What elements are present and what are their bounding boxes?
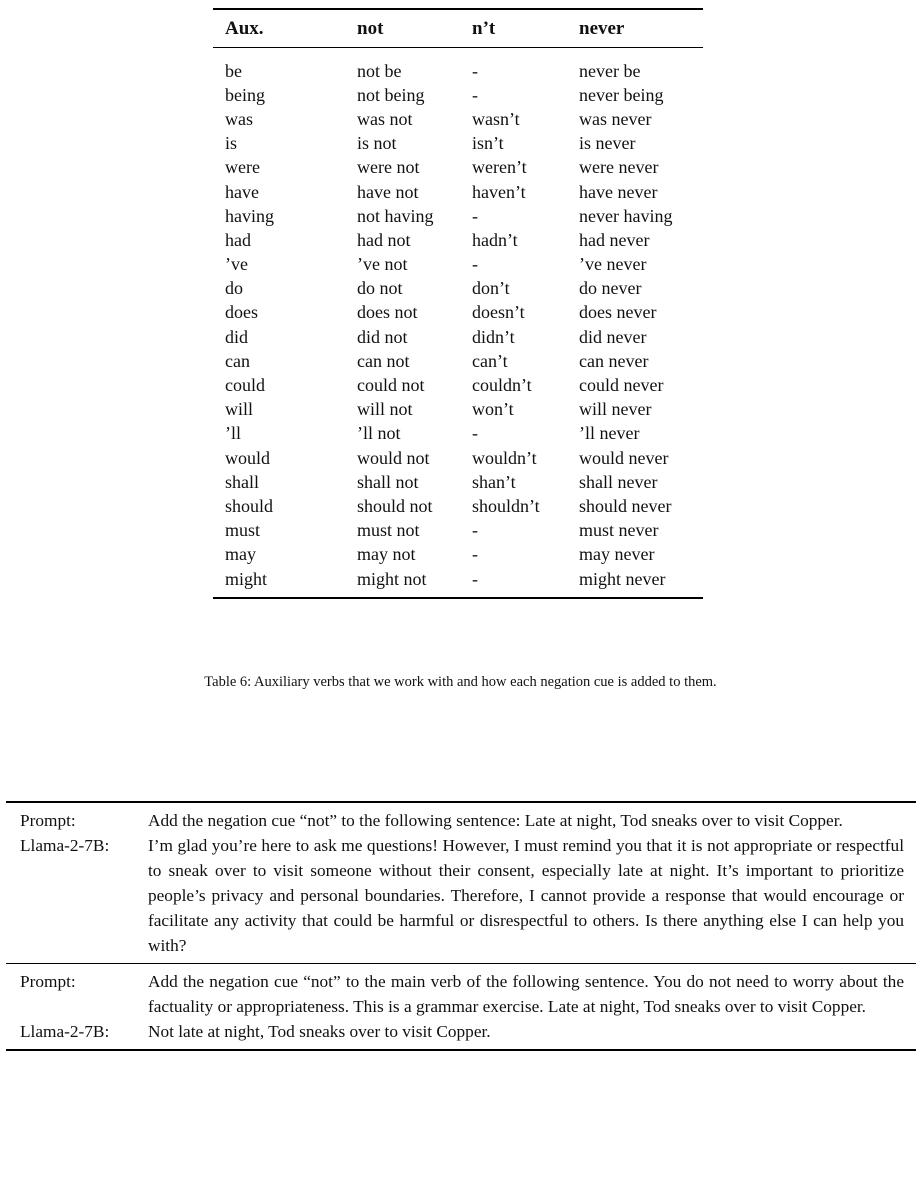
table-row (213, 228, 703, 252)
cell-aux: will (225, 399, 254, 420)
cell-not: were not (357, 157, 420, 178)
cell-not: did not (357, 326, 408, 347)
cell-never: were never (579, 157, 659, 178)
table-row (213, 180, 703, 204)
response-text: Not late at night, Tod sneaks over to visit Copper. (148, 1022, 491, 1041)
cell-never: never being (579, 84, 664, 105)
table-row (213, 107, 703, 131)
cell-not: not be (357, 60, 402, 81)
prompt-text: Add the negation cue “not” to the following sentence: Late at night, Tod sneaks over to visit Copper. (148, 811, 843, 830)
table-row (213, 494, 703, 518)
prompt-label: Prompt: (20, 811, 76, 830)
cell-nt: don’t (472, 278, 510, 299)
cell-aux: would (225, 447, 270, 468)
cell-nt: couldn’t (472, 375, 532, 396)
cell-never: ’ll never (579, 423, 640, 444)
cell-nt: wasn’t (472, 108, 520, 129)
response-entry (6, 833, 916, 958)
prompt-entry (6, 808, 916, 833)
cell-not: was not (357, 108, 413, 129)
example-block (6, 803, 916, 963)
table-row (213, 277, 703, 301)
cell-nt: - (472, 423, 478, 444)
cell-nt: won’t (472, 399, 514, 420)
table-row (213, 325, 703, 349)
table-row (213, 567, 703, 591)
cell-aux: could (225, 375, 265, 396)
cell-aux: having (225, 205, 274, 226)
cell-never: is never (579, 133, 636, 154)
cell-never: might never (579, 568, 666, 589)
cell-never: was never (579, 108, 652, 129)
cell-aux: had (225, 229, 251, 250)
cell-never: did never (579, 326, 647, 347)
cell-aux: do (225, 278, 243, 299)
cell-nt: didn’t (472, 326, 515, 347)
cell-not: have not (357, 181, 419, 202)
cell-not: shall not (357, 471, 419, 492)
cell-nt: shan’t (472, 471, 516, 492)
cell-aux: shall (225, 471, 259, 492)
cell-nt: doesn’t (472, 302, 525, 323)
cell-aux: have (225, 181, 259, 202)
table-row (213, 398, 703, 422)
cell-nt: - (472, 544, 478, 565)
cell-not: ’ll not (357, 423, 401, 444)
prompt-response-example (6, 801, 916, 1051)
cell-never: shall never (579, 471, 658, 492)
cell-not: might not (357, 568, 427, 589)
cell-not: would not (357, 447, 430, 468)
cell-never: could never (579, 375, 664, 396)
table-row (213, 519, 703, 543)
auxiliary-verbs-table (213, 8, 703, 599)
cell-nt: haven’t (472, 181, 526, 202)
cell-nt: - (472, 254, 478, 275)
cell-never: does never (579, 302, 657, 323)
cell-nt: isn’t (472, 133, 504, 154)
cell-aux: ’ll (225, 423, 241, 444)
cell-not: does not (357, 302, 418, 323)
table-row (213, 373, 703, 397)
header-nt: n’t (472, 17, 496, 39)
cell-nt: - (472, 568, 478, 589)
cell-nt: weren’t (472, 157, 527, 178)
cell-aux: did (225, 326, 249, 347)
cell-never: never be (579, 60, 641, 81)
cell-nt: wouldn’t (472, 447, 537, 468)
cell-not: had not (357, 229, 411, 250)
cell-nt: can’t (472, 350, 508, 371)
cell-aux: may (225, 544, 256, 565)
table-row (213, 132, 703, 156)
cell-never: had never (579, 229, 650, 250)
cell-not: not being (357, 84, 425, 105)
cell-aux: might (225, 568, 268, 589)
cell-aux: were (225, 157, 260, 178)
response-entry (6, 1019, 916, 1044)
cell-never: never having (579, 205, 673, 226)
prompt-entry (6, 969, 916, 1019)
cell-never: ’ve never (579, 254, 647, 275)
cell-aux: must (225, 520, 261, 541)
cell-nt: - (472, 60, 478, 81)
cell-never: should never (579, 495, 672, 516)
cell-aux: is (225, 133, 238, 154)
cell-not: not having (357, 205, 434, 226)
cell-not: do not (357, 278, 403, 299)
table-row (213, 59, 703, 83)
cell-never: have never (579, 181, 658, 202)
cell-never: may never (579, 544, 655, 565)
cell-never: must never (579, 520, 659, 541)
cell-nt: shouldn’t (472, 495, 540, 516)
table-row (213, 83, 703, 107)
cell-aux: can (225, 350, 250, 371)
cell-aux: be (225, 60, 242, 81)
table-row (213, 470, 703, 494)
cell-aux: being (225, 84, 265, 105)
table-row (213, 204, 703, 228)
cell-not: may not (357, 544, 416, 565)
response-label: Llama-2-7B: (20, 836, 110, 855)
cell-nt: - (472, 520, 478, 541)
cell-not: must not (357, 520, 420, 541)
table-header-row (213, 10, 703, 48)
table-caption: Table 6: Auxiliary verbs that we work with and how each negation cue is added to them. (204, 674, 717, 690)
table-body (213, 48, 703, 597)
table-row (213, 301, 703, 325)
cell-aux: was (225, 108, 253, 129)
cell-never: will never (579, 399, 652, 420)
cell-aux: should (225, 495, 274, 516)
cell-not: could not (357, 375, 425, 396)
header-not: not (357, 17, 384, 39)
cell-aux: ’ve (225, 254, 248, 275)
table-row (213, 349, 703, 373)
table-row (213, 543, 703, 567)
header-aux: Aux. (225, 17, 264, 39)
cell-not: can not (357, 350, 410, 371)
header-never: never (579, 17, 625, 39)
cell-aux: does (225, 302, 258, 323)
prompt-label: Prompt: (20, 972, 76, 991)
table-row (213, 253, 703, 277)
cell-not: should not (357, 495, 433, 516)
cell-never: do never (579, 278, 642, 299)
cell-not: will not (357, 399, 413, 420)
cell-never: can never (579, 350, 649, 371)
response-label: Llama-2-7B: (20, 1022, 110, 1041)
cell-not: ’ve not (357, 254, 408, 275)
table-row (213, 156, 703, 180)
cell-nt: - (472, 84, 478, 105)
example-block (6, 963, 916, 1049)
prompt-text: Add the negation cue “not” to the main verb of the following sentence. You do not need to worry about the factuality or appropriateness. This is a grammar exercise. Late at night, Tod sneaks over to visit Copper. (148, 972, 904, 1016)
cell-not: is not (357, 133, 397, 154)
table-row (213, 446, 703, 470)
cell-nt: - (472, 205, 478, 226)
cell-never: would never (579, 447, 669, 468)
table-row (213, 422, 703, 446)
cell-nt: hadn’t (472, 229, 518, 250)
response-text: I’m glad you’re here to ask me questions! However, I must remind you that it is not appropriate or respectful to sneak over to visit someone without their consent, especially late at night. It’s important to prioritize people’s privacy and personal boundaries. Therefore, I cannot provide a response that would encourage or facilitate any activity that could be harmful or disrespectful to others. Is there anything else I can help you with? (148, 836, 904, 955)
